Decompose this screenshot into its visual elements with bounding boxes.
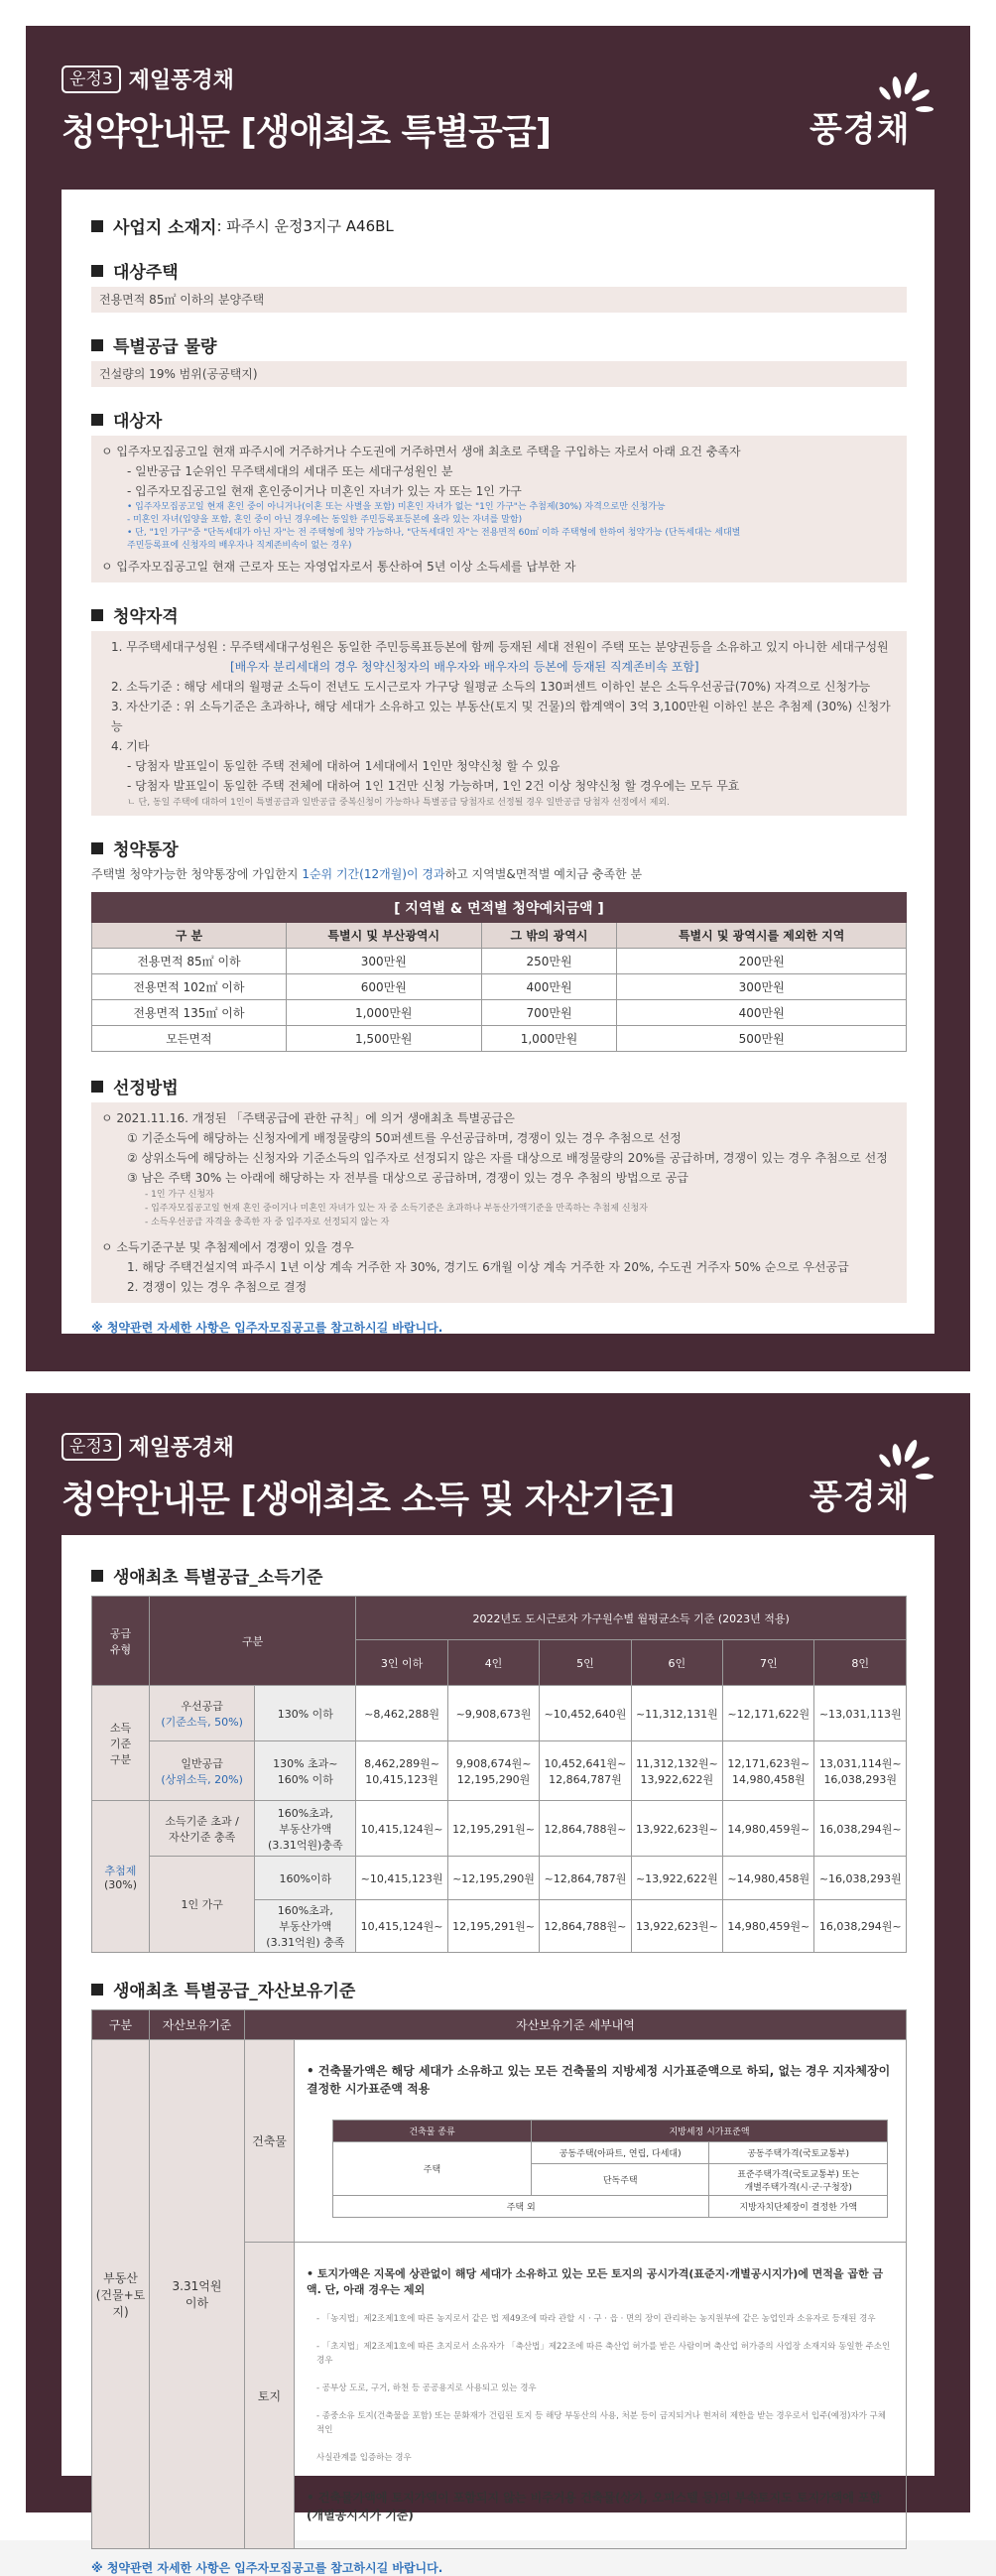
table-row [92, 1686, 907, 1741]
table-cell: 8,462,289원~ 10,415,123원 [356, 1741, 447, 1801]
text-span: (기준소득, 50%) [161, 1715, 243, 1729]
table-cell: 모든면적 [92, 1026, 287, 1052]
table-row [92, 1026, 907, 1052]
row-rate: 160%초과, 부동산가액 (3.31억원)충족 [255, 1801, 356, 1857]
text-span: 일반공급 [181, 1756, 223, 1770]
table-cell: 주택 외 [333, 2196, 709, 2218]
text-line: • 단, "1인 가구"중 "단독세대가 아닌 자"는 전 주택형에 청약 가능하나, "단독세대인 자"는 전용면적 60㎡ 이하 주택형에 한하여 청약가능 (단독세대는 세대별 [127, 528, 741, 538]
asset-table [91, 2009, 907, 2549]
table-row [333, 2196, 888, 2218]
text-line: - 종중소유 토지(건축물을 포함) 또는 문화재가 건립된 토지 등 해당 부동산의 사용, 처분 등이 금지되거나 현저히 제한을 받는 경우로서 입주(예정)자가 구체적인 [316, 2411, 886, 2435]
table-cell: 10,452,641원~ 12,864,787원 [540, 1741, 631, 1801]
table-cell: 13,031,114원~ 16,038,293원 [814, 1741, 907, 1801]
section-title: 생애최초 특별공급_자산보유기준 [113, 1982, 356, 2001]
table-cell: 주택 [333, 2142, 532, 2196]
row-label: 소득기준 초과 / 자산기준 충족 [150, 1801, 255, 1857]
bullet-square-icon [91, 265, 103, 277]
table-cell: 지방자치단체장이 결정한 가액 [709, 2196, 888, 2218]
row-label: 1인 가구 [150, 1857, 255, 1953]
section-location [91, 213, 907, 238]
table-row [92, 1741, 907, 1801]
text-line: - 「초지법」제2조제1호에 따른 초지로서 소유자가 「축산법」제22조에 따른 축산업 허가를 받은 사람이며 축산업 허가증의 사업장 소재지와 동일한 주소인 경우 [316, 2342, 891, 2366]
content-card [62, 190, 934, 1334]
panel-special-supply [26, 26, 970, 1371]
table-row [92, 1000, 907, 1026]
table-row [333, 2142, 888, 2164]
text-line: - 1인 가구 신청자 [145, 1190, 214, 1200]
table-row [92, 1857, 907, 1900]
table-cell: 300만원 [617, 974, 907, 1000]
table-cell: 300만원 [286, 949, 481, 974]
section-title: 청약자격 [113, 607, 179, 627]
text-line: ② 상위소득에 해당하는 신청자와 기준소득의 입주자로 선정되지 않은 자를 대상으로 배정물량의 20%를 공급하며, 경쟁이 있는 경우 추첨으로 선정 [127, 1151, 888, 1165]
section-title: 생애최초 특별공급_소득기준 [113, 1568, 323, 1588]
panel-header [62, 64, 551, 155]
section-title: 대상주택 [113, 263, 179, 283]
table-cell: 공동주택가격(국토교통부) [709, 2142, 888, 2164]
text-line: - 공부상 도로, 구거, 하천 등 공공용지로 사용되고 있는 경우 [316, 2383, 537, 2393]
column-header: 7인 [723, 1640, 814, 1686]
text-span: 주택별 청약가능한 청약통장에 가입한지 [91, 867, 303, 881]
text-line: - 당첨자 발표일이 동일한 주택 전체에 대하여 1인 1건만 신청 가능하며, 1인 2건 이상 청약신청 할 경우에는 모두 무효 [127, 779, 740, 793]
table-cell: ~12,195,290원 [447, 1857, 539, 1900]
table-cell: ~10,415,123원 [356, 1857, 447, 1900]
text-span: 추첨제 [104, 1864, 137, 1877]
text-line: - 미혼인 자녀(입양을 포함, 혼인 중이 아닌 경우에는 동일한 주민등록표등본에 올라 있는 자녀를 말함) [127, 515, 523, 525]
row-rate: 160%초과, 부동산가액 (3.31억원) 충족 [255, 1900, 356, 1953]
table-cell: 400만원 [481, 974, 617, 1000]
table-cell: 12,195,291원~ [447, 1801, 539, 1857]
content-card [62, 1535, 934, 2575]
text-line: ③ 남은 주택 30% 는 아래에 해당하는 자 전부를 대상으로 공급하며, 경쟁이 있는 경우 추첨의 방법으로 공급 [127, 1171, 688, 1185]
section-income [91, 1563, 907, 1588]
text-span: 하고 지역별&면적별 예치금 충족한 분 [444, 867, 643, 881]
text-span: 1순위 기간(12개월)이 경과 [302, 867, 445, 881]
table-row [92, 974, 907, 1000]
section-selection [91, 1074, 907, 1098]
income-table [91, 1596, 907, 1953]
text-line: • 입주자모집공고일 현재 혼인 중이 아니거나(이혼 또는 사별을 포함) 미혼인 자녀가 없는 "1인 가구"는 추첨제(30%) 자격으로만 신청가능 [127, 502, 666, 512]
table-cell: ~12,864,787원 [540, 1857, 631, 1900]
table-cell: 600만원 [286, 974, 481, 1000]
table-cell: ~9,908,673원 [447, 1686, 539, 1741]
text-line: 1. 해당 주택건설지역 파주시 1년 이상 계속 거주한 자 30%, 경기도 6개월 이상 계속 거주한 자 20%, 수도권 거주자 50% 순으로 우선공급 [127, 1260, 849, 1274]
bullet-square-icon [91, 1570, 103, 1582]
text-line: 사실관계를 입증하는 경우 [316, 2453, 412, 2463]
table-cell: 1,500만원 [286, 1026, 481, 1052]
table-cell: ~13,031,113원 [814, 1686, 907, 1741]
row-rate: 130% 초과~ 160% 이하 [255, 1741, 356, 1801]
bullet-square-icon [91, 1984, 103, 1996]
table-cell: 전용면적 135㎡ 이하 [92, 1000, 287, 1026]
column-header: 구 분 [92, 923, 287, 949]
text-line: 4. 기타 [111, 739, 150, 753]
asset-kind: 건축물 [245, 2040, 295, 2243]
table-cell: ~12,171,622원 [723, 1686, 814, 1741]
eligible-person-box [91, 436, 907, 582]
reference-note: ※ 청약관련 자세한 사항은 입주자모집공고를 참고하시길 바랍니다. [91, 1321, 443, 1335]
column-header: 특별시 및 부산광역시 [286, 923, 481, 949]
table-cell: 11,312,132원~ 13,922,622원 [631, 1741, 722, 1801]
table-cell: 13,922,623원~ [631, 1900, 722, 1953]
deposit-table [91, 892, 907, 1052]
location-value: : 파주시 운정3지구 A46BL [216, 217, 394, 235]
logo-text: 풍경채 [809, 110, 911, 150]
table-caption: [ 지역별 & 면적별 청약예치금액 ] [92, 893, 907, 923]
section-title: 대상자 [113, 412, 163, 432]
text-line: - 소득우선공급 자격을 충족한 자 중 입주자로 선정되지 않는 자 [145, 1218, 390, 1227]
bullet-square-icon [91, 414, 103, 426]
table-cell: 16,038,294원~ [814, 1801, 907, 1857]
column-header: 공급 유형 [92, 1597, 150, 1686]
text-line: 주민등록표에 신청자의 배우자나 직계존비속이 없는 경우) [127, 541, 352, 551]
table-cell: 10,415,124원~ [356, 1801, 447, 1857]
section-account [91, 836, 907, 860]
row-group-label: 소득 기준 구분 [92, 1686, 150, 1801]
column-header: 3인 이하 [356, 1640, 447, 1686]
building-value-table [332, 2120, 888, 2218]
brand-logo [806, 65, 934, 155]
table-cell: 12,195,291원~ [447, 1900, 539, 1953]
table-cell: ~11,312,131원 [631, 1686, 722, 1741]
brand-logo [806, 1433, 934, 1522]
text-line: ㅇ 2021.11.16. 개정된 「주택공급에 관한 규칙」에 의거 생애최초 특별공급은 [101, 1111, 515, 1125]
table-cell: 14,980,459원~ [723, 1900, 814, 1953]
column-header: 건축물 종류 [333, 2121, 532, 2142]
table-cell: 1,000만원 [286, 1000, 481, 1026]
section-asset [91, 1977, 907, 2001]
column-header: 구분 [150, 1597, 356, 1686]
table-cell: 12,864,788원~ [540, 1900, 631, 1953]
table-cell: 200만원 [617, 949, 907, 974]
text-line: 1. 무주택세대구성원 : 무주택세대구성원은 동일한 주민등록표등본에 함께 등재된 세대 전원이 주택 또는 분양권등을 소유하고 있지 아니한 세대구성원 [111, 640, 889, 654]
land-detail [295, 2243, 907, 2549]
text-line: - 「농지법」제2조제1호에 따른 농지로서 같은 법 제49조에 따라 관할 시 · 구 · 읍 · 면의 장이 관리하는 농지원부에 같은 농업인과 소유자로 등재된 경우 [316, 2314, 876, 2324]
text-span: (30%) [103, 1877, 138, 1891]
table-cell: ~16,038,293원 [814, 1857, 907, 1900]
column-header: 구분 [92, 2010, 150, 2040]
bullet-square-icon [91, 339, 103, 351]
column-header: 6인 [631, 1640, 722, 1686]
text-line: ㄴ 단, 동일 주택에 대하여 1인이 특별공급과 일반공급 중복신청이 가능하나 특별공급 당첨자로 선정될 경우 일반공급 당첨자 선정에서 제외. [127, 798, 670, 808]
table-cell: ~14,980,458원 [723, 1857, 814, 1900]
table-cell: ~13,922,622원 [631, 1857, 722, 1900]
quantity-box: 건설량의 19% 범위(공공택지) [91, 361, 907, 387]
text-line: ㅇ 입주자모집공고일 현재 근로자 또는 자영업자로서 통산하여 5년 이상 소득세를 납부한 자 [101, 560, 576, 574]
column-header: 지방세정 시가표준액 [532, 2121, 888, 2142]
text-line: ㅇ 소득기준구분 및 추첨제에서 경쟁이 있을 경우 [101, 1240, 354, 1254]
page-title: 청약안내문 [생애최초 소득 및 자산기준] [62, 1480, 675, 1520]
asset-kind: 토지 [245, 2243, 295, 2549]
building-detail [295, 2040, 907, 2243]
selection-box [91, 1102, 907, 1303]
text-line: ① 기준소득에 해당하는 신청자에게 배정물량의 50퍼센트를 우선공급하며, 경쟁이 있는 경우 추첨으로 선정 [127, 1131, 682, 1145]
table-cell: 400만원 [617, 1000, 907, 1026]
column-header: 8인 [814, 1640, 907, 1686]
column-header: 그 밖의 광역시 [481, 923, 617, 949]
district-tag: 운정3 [62, 65, 121, 93]
column-header: 5인 [540, 1640, 631, 1686]
district-tag: 운정3 [62, 1433, 121, 1461]
table-cell: 전용면적 102㎡ 이하 [92, 974, 287, 1000]
qualification-box [91, 631, 907, 816]
text-line: ㅇ 입주자모집공고일 현재 파주시에 거주하거나 수도권에 거주하면서 생애 최초로 주택을 구입하는 자로서 아래 요건 충족자 [101, 445, 741, 458]
row-group-label [92, 1801, 150, 1953]
text-span: 우선공급 [181, 1699, 223, 1713]
bullet-square-icon [91, 842, 103, 854]
table-cell: 16,038,294원~ [814, 1900, 907, 1953]
table-cell: 전용면적 85㎡ 이하 [92, 949, 287, 974]
table-cell: 12,864,788원~ [540, 1801, 631, 1857]
column-header: 자산보유기준 세부내역 [245, 2010, 907, 2040]
table-row [92, 1801, 907, 1857]
logo-text: 풍경채 [809, 1478, 911, 1517]
bullet-square-icon [91, 1081, 103, 1093]
asset-type: 부동산 (건물+토지) [92, 2040, 150, 2549]
table-cell: 700만원 [481, 1000, 617, 1026]
section-title: 청약통장 [113, 840, 179, 860]
table-cell: 단독주택 [532, 2164, 709, 2196]
text-line: 3. 자산기준 : 위 소득기준은 초과하나, 해당 세대가 소유하고 있는 부동산(토지 및 건물)의 합계액이 3억 3,100만원 이하인 분은 추첨제 (30%) 신청가능 [111, 700, 891, 733]
column-header: 자산보유기준 [150, 2010, 245, 2040]
table-cell: 14,980,459원~ [723, 1801, 814, 1857]
text-line: • 토지가액은 지목에 상관없이 해당 세대가 소유하고 있는 모든 토지의 공시가격(표준지·개별공시지가)에 면적을 곱한 금액. 단, 아래 경우는 제외 [307, 2267, 884, 2296]
table-cell: ~8,462,288원 [356, 1686, 447, 1741]
text-line: • 건축물가액은 해당 세대가 소유하고 있는 모든 건축물의 지방세정 시가표준액으로 하되, 없는 경우 지자체장이 결정한 시가표준액 적용 [307, 2064, 891, 2096]
section-target-housing [91, 258, 907, 283]
panel-header [62, 1431, 674, 1522]
text-line: - 일반공급 1순위인 무주택세대의 세대주 또는 세대구성원인 분 [127, 464, 453, 478]
table-cell: 9,908,674원~ 12,195,290원 [447, 1741, 539, 1801]
table-row [92, 949, 907, 974]
table-cell: 공동주택(아파트, 연립, 다세대) [532, 2142, 709, 2164]
section-title: 선정방법 [113, 1079, 179, 1098]
text-line: [배우자 분리세대의 경우 청약신청자의 배우자와 배우자의 등본에 등재된 직계존비속 포함] [230, 660, 699, 674]
text-line: - 입주자모집공고일 현재 혼인 중이거나 미혼인 자녀가 있는 자 중 소득기준은 초과하나 부동산가액기준을 만족하는 추첨제 신청자 [145, 1204, 648, 1214]
page-title: 청약안내문 [생애최초 특별공급] [62, 112, 552, 153]
table-cell: 1,000만원 [481, 1026, 617, 1052]
asset-limit: 3.31억원 이하 [150, 2040, 245, 2549]
target-housing-box: 전용면적 85㎡ 이하의 분양주택 [91, 287, 907, 313]
account-text [91, 864, 907, 884]
text-line: - 입주자모집공고일 현재 혼인중이거나 미혼인 자녀가 있는 자 또는 1인 가구 [127, 484, 522, 498]
text-line: 2. 경쟁이 있는 경우 추첨으로 결정 [127, 1280, 308, 1294]
section-title: 사업지 소재지 [113, 218, 217, 238]
table-row [92, 2040, 907, 2243]
table-cell: 250만원 [481, 949, 617, 974]
table-cell: ~10,452,640원 [540, 1686, 631, 1741]
column-header: 특별시 및 광역시를 제외한 지역 [617, 923, 907, 949]
section-qualification [91, 602, 907, 627]
table-cell: 500만원 [617, 1026, 907, 1052]
text-line: - 당첨자 발표일이 동일한 주택 전체에 대하여 1세대에서 1인만 청약신청 할 수 있음 [127, 759, 560, 773]
row-rate: 130% 이하 [255, 1686, 356, 1741]
row-label [150, 1686, 255, 1741]
section-eligible-person [91, 407, 907, 432]
table-cell: 10,415,124원~ [356, 1900, 447, 1953]
section-quantity [91, 332, 907, 357]
section-title: 특별공급 물량 [113, 337, 217, 357]
row-rate: 160%이하 [255, 1857, 356, 1900]
brand-name: 제일풍경채 [128, 1436, 234, 1461]
text-line: • 건축물가액에 토지가액이 포함되지 않는 비주거용 건축물(상가, 오피스텔 등)의 부속토지도 토지가액에 포함(개별공시지가 기준) [307, 2491, 882, 2522]
table-cell: 표준주택가격(국토교통부) 또는 개별주택가격(시·군·구청장) [709, 2164, 888, 2196]
reference-note: ※ 청약관련 자세한 사항은 입주자모집공고를 참고하시길 바랍니다. [91, 2561, 443, 2575]
panel-income-asset [26, 1393, 970, 2575]
brand-name: 제일풍경채 [128, 68, 234, 93]
row-label [150, 1741, 255, 1801]
table-cell: 13,922,623원~ [631, 1801, 722, 1857]
bullet-square-icon [91, 609, 103, 621]
column-header: 4인 [447, 1640, 539, 1686]
text-line: 2. 소득기준 : 해당 세대의 월평균 소득이 전년도 도시근로자 가구당 월평균 소득의 130퍼센트 이하인 분은 소득우선공급(70%) 자격으로 신청가능 [111, 680, 871, 694]
text-span: (상위소득, 20%) [161, 1772, 243, 1786]
column-header: 2022년도 도시근로자 가구원수별 월평균소득 기준 (2023년 적용) [356, 1597, 907, 1640]
table-cell: 12,171,623원~ 14,980,458원 [723, 1741, 814, 1801]
bullet-square-icon [91, 220, 103, 232]
